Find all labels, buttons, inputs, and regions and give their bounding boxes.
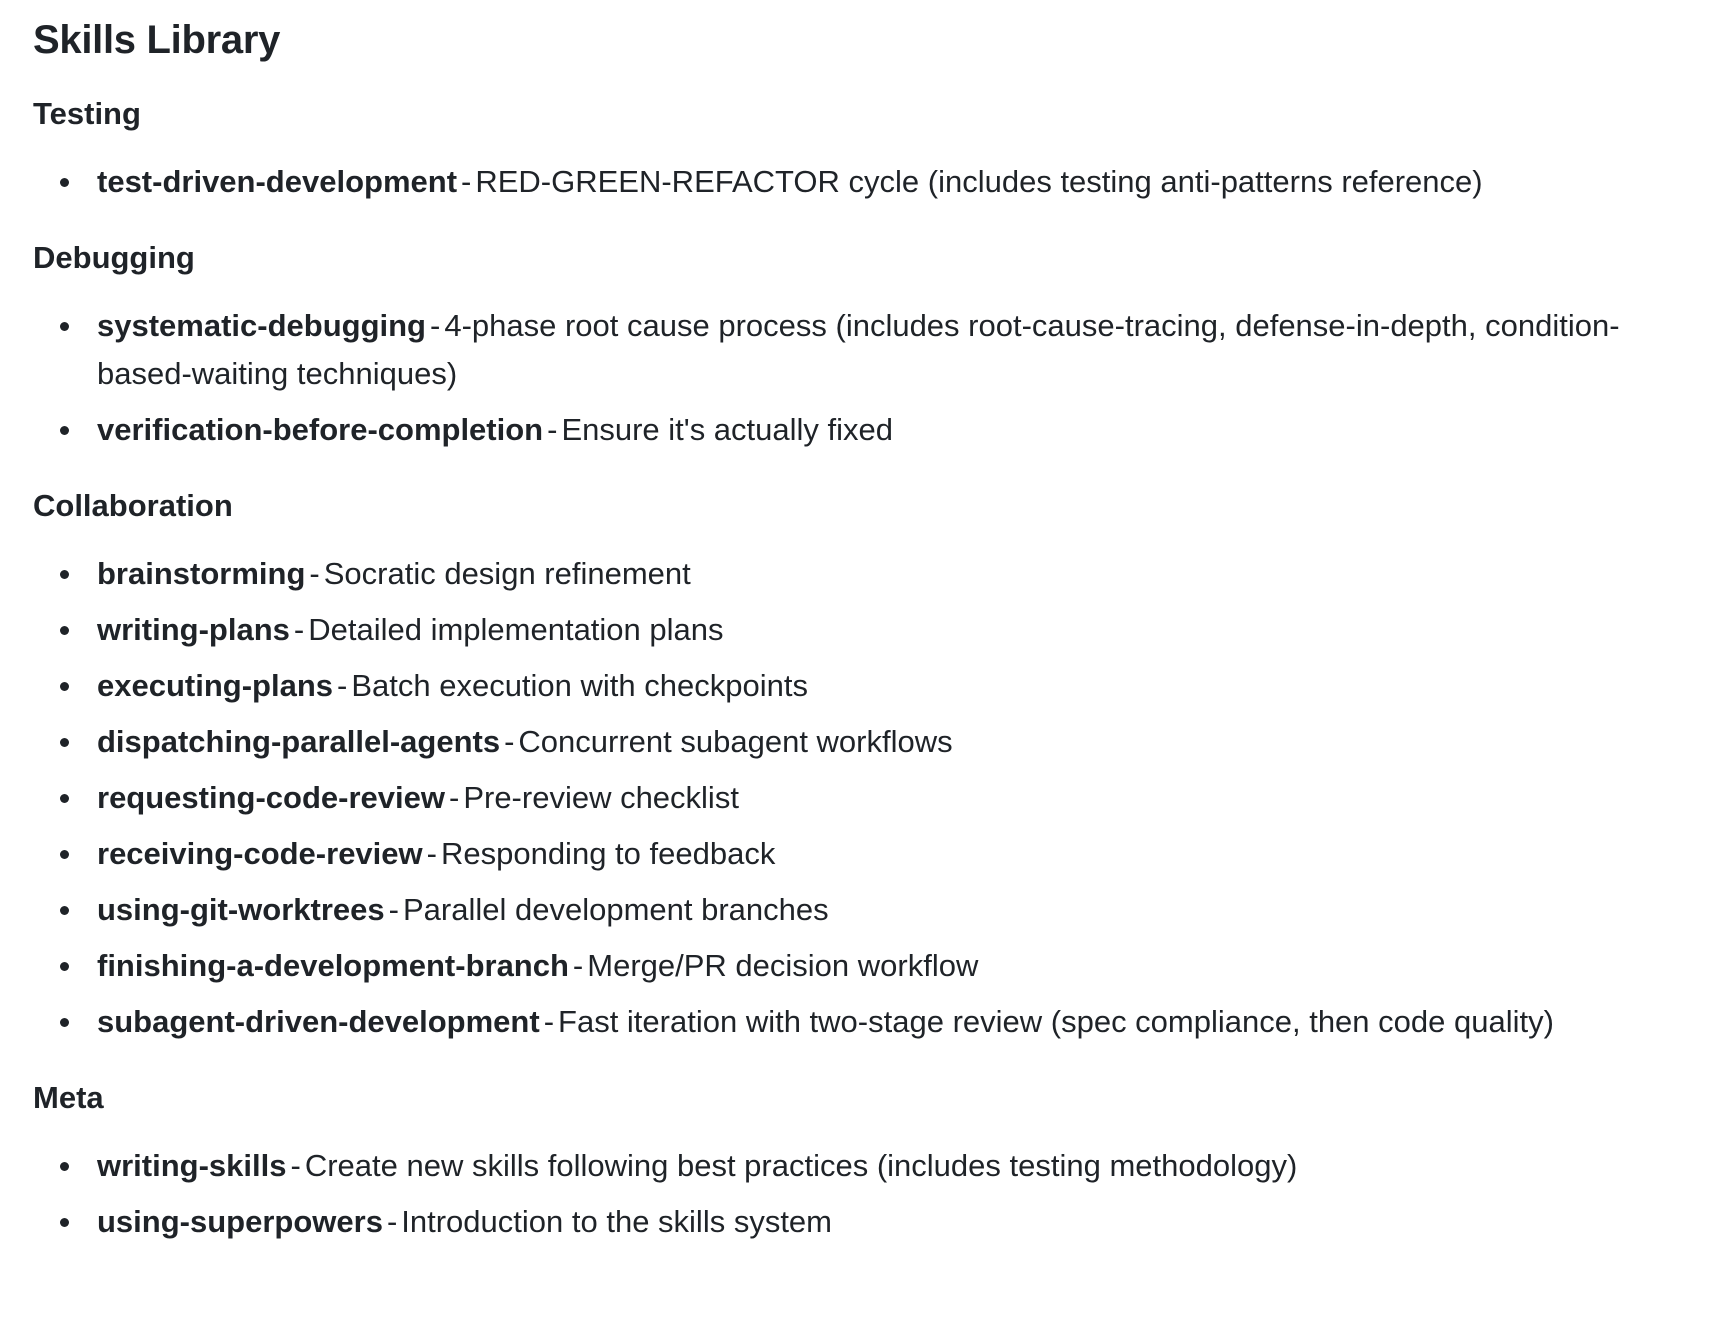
- list-item: [97, 606, 1712, 654]
- skill-description: RED-GREEN-REFACTOR cycle (includes testing anti-patterns reference): [475, 164, 1483, 199]
- skill-name: test-driven-development: [97, 164, 458, 199]
- skill-description: 4-phase root cause process (includes root-cause-tracing, defense-in-depth, condition-based-waiting techniques): [97, 308, 1620, 391]
- list-item: [97, 998, 1712, 1046]
- skill-name: requesting-code-review: [97, 780, 445, 815]
- skill-name: writing-skills: [97, 1148, 287, 1183]
- skill-description: Parallel development branches: [402, 892, 829, 927]
- skill-description: Fast iteration with two-stage review (spec compliance, then code quality): [558, 1004, 1554, 1039]
- separator: -: [309, 556, 320, 591]
- separator: -: [293, 612, 305, 647]
- section-heading-testing: Testing: [33, 96, 141, 131]
- separator: -: [430, 308, 441, 343]
- skill-name: using-git-worktrees: [97, 892, 385, 927]
- list-item: [97, 158, 1712, 206]
- separator: -: [388, 892, 399, 927]
- list-item: [97, 774, 1712, 822]
- section-heading-meta: Meta: [33, 1080, 104, 1115]
- separator: -: [386, 1204, 398, 1239]
- separator: -: [547, 412, 558, 447]
- skill-name: subagent-driven-development: [97, 1004, 540, 1039]
- list-item: [97, 302, 1712, 398]
- skill-description: Socratic design refinement: [323, 556, 691, 591]
- list-item: [97, 718, 1712, 766]
- list-item: [97, 830, 1712, 878]
- skill-name: dispatching-parallel-agents: [97, 724, 501, 759]
- skill-description: Ensure it's actually fixed: [561, 412, 894, 447]
- skill-list-collaboration: [33, 550, 1712, 1046]
- separator: -: [448, 780, 460, 815]
- list-item: [97, 886, 1712, 934]
- section-heading-debugging: Debugging: [33, 240, 195, 275]
- skill-description: Responding to feedback: [440, 836, 776, 871]
- skill-description: Merge/PR decision workflow: [587, 948, 979, 983]
- list-item: [97, 1142, 1712, 1190]
- list-item: [97, 1198, 1712, 1246]
- skill-name: executing-plans: [97, 668, 333, 703]
- separator: -: [461, 164, 472, 199]
- skill-name: verification-before-completion: [97, 412, 544, 447]
- skill-name: writing-plans: [97, 612, 290, 647]
- skill-description: Introduction to the skills system: [401, 1204, 832, 1239]
- separator: -: [426, 836, 437, 871]
- skill-name: systematic-debugging: [97, 308, 426, 343]
- list-item: [97, 942, 1712, 990]
- separator: -: [337, 668, 348, 703]
- separator: -: [290, 1148, 301, 1183]
- skill-description: Detailed implementation plans: [308, 612, 724, 647]
- page-title: Skills Library: [33, 18, 281, 62]
- skill-name: receiving-code-review: [97, 836, 423, 871]
- skill-name: using-superpowers: [97, 1204, 383, 1239]
- skill-list-testing: [33, 158, 1712, 206]
- skill-description: Concurrent subagent workflows: [518, 724, 953, 759]
- skill-list-debugging: [33, 302, 1712, 454]
- skill-name: finishing-a-development-branch: [97, 948, 569, 983]
- list-item: [97, 406, 1712, 454]
- separator: -: [572, 948, 584, 983]
- skill-description: Pre-review checklist: [463, 780, 739, 815]
- list-item: [97, 550, 1712, 598]
- list-item: [97, 662, 1712, 710]
- skill-list-meta: [33, 1142, 1712, 1246]
- skill-description: Batch execution with checkpoints: [351, 668, 808, 703]
- separator: -: [504, 724, 515, 759]
- skill-description: Create new skills following best practices (includes testing methodology): [304, 1148, 1298, 1183]
- section-heading-collaboration: Collaboration: [33, 488, 233, 523]
- separator: -: [543, 1004, 555, 1039]
- skill-name: brainstorming: [97, 556, 306, 591]
